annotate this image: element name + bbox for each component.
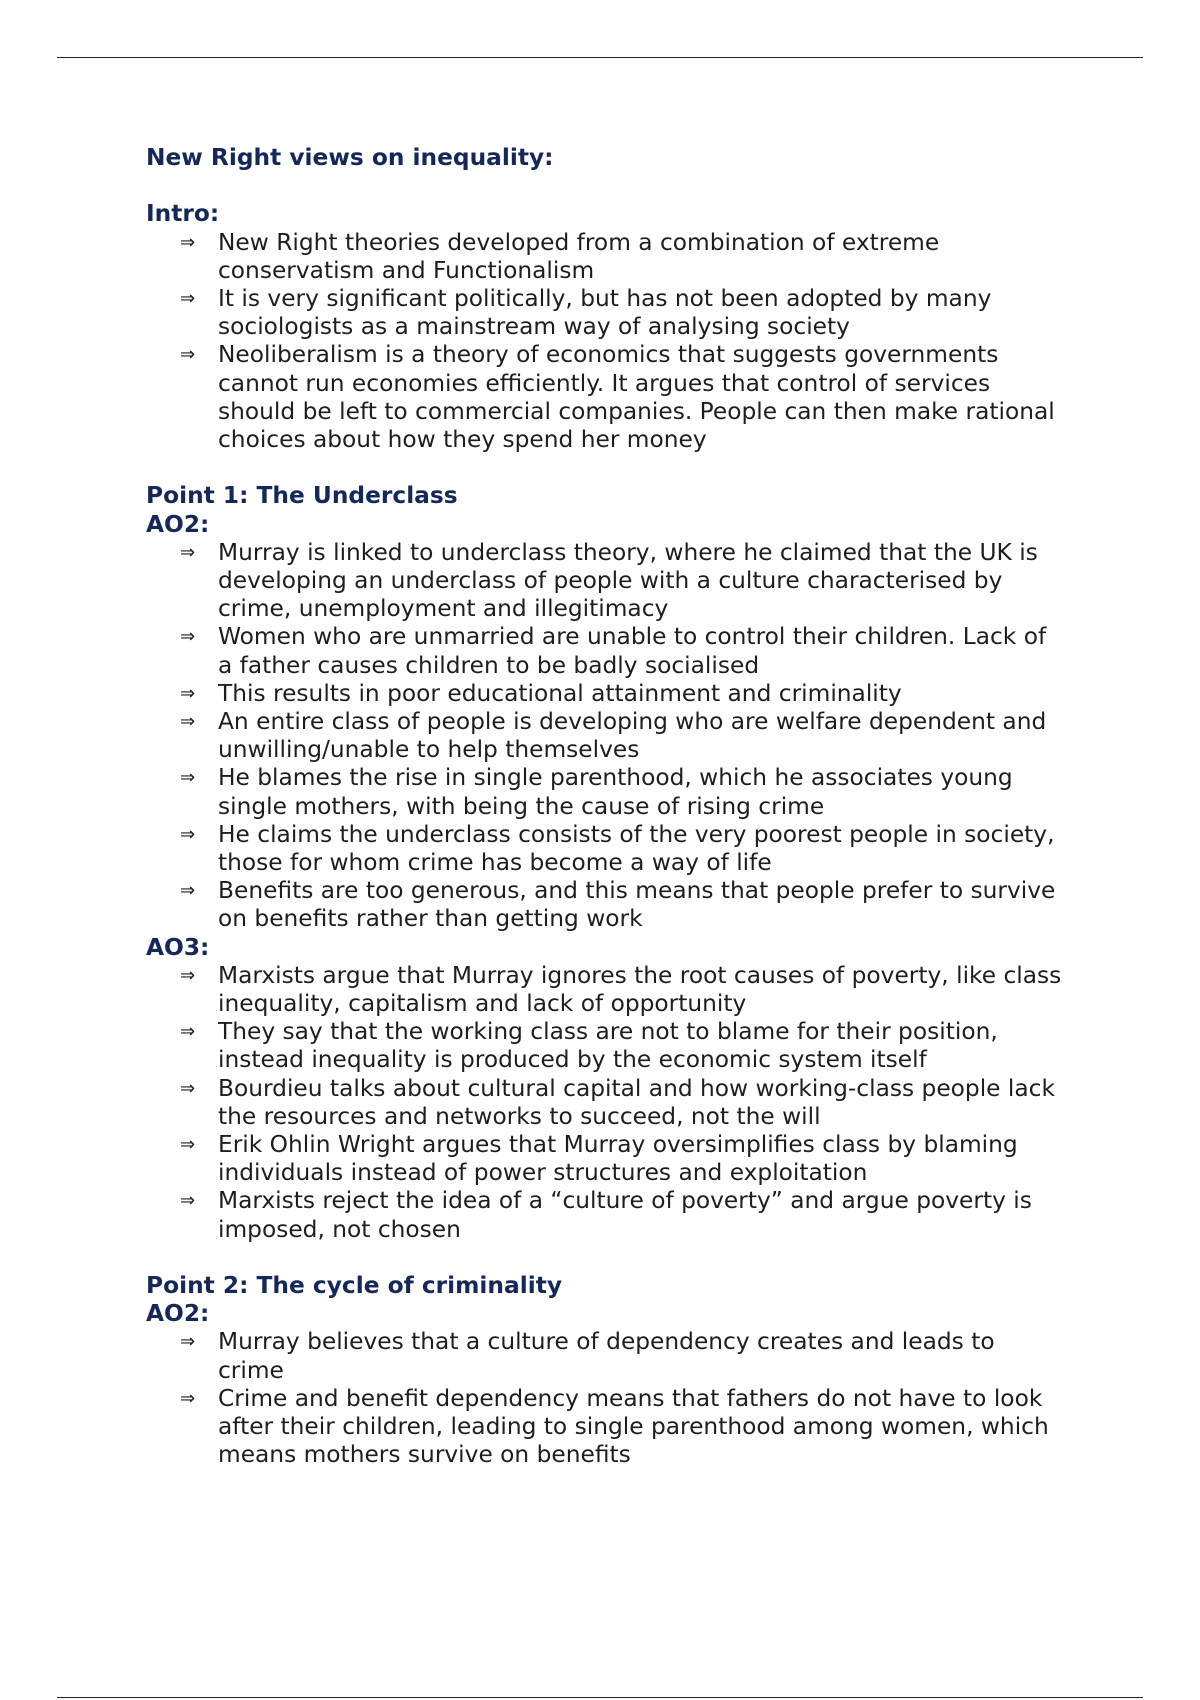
- arrow-bullet-icon: ⇒: [180, 767, 196, 789]
- arrow-bullet-icon: ⇒: [180, 1077, 196, 1099]
- bullet-text: Erik Ohlin Wright argues that Murray oversimplifies class by blaming individuals instead of power structures and exploitation: [218, 1131, 1018, 1187]
- list-item: [146, 877, 1066, 933]
- bullet-text: This results in poor educational attainment and criminality: [218, 679, 902, 707]
- point2-ao2-bullet-list: [146, 1328, 1066, 1469]
- arrow-bullet-icon: ⇒: [180, 288, 196, 309]
- bullet-text: Crime and benefit dependency means that fathers do not have to look after their children, leading to single parenthood among women, which means mothers survive on benefits: [218, 1384, 1049, 1469]
- list-item: [146, 1075, 1066, 1131]
- document-title: New Right views on inequality:: [146, 144, 554, 171]
- arrow-bullet-icon: ⇒: [180, 1387, 196, 1409]
- list-item: [146, 962, 1066, 1018]
- arrow-bullet-icon: ⇒: [180, 231, 196, 253]
- point1-ao2-label: AO2:: [146, 510, 210, 538]
- intro-heading: Intro:: [146, 200, 220, 228]
- bullet-text: It is very significant politically, but has not been adopted by many sociologists as a mainstream way of analysing society: [218, 285, 992, 341]
- bullet-text: Benefits are too generous, and this means that people prefer to survive on benefits rather than getting work: [218, 877, 1056, 933]
- arrow-bullet-icon: ⇒: [180, 626, 196, 648]
- list-item: [146, 341, 1066, 454]
- list-item: [146, 285, 1066, 341]
- bullet-text: Murray is linked to underclass theory, where he claimed that the UK is developing an underclass of people with a culture characterised by crime, unemployment and illegitimacy: [218, 538, 1038, 623]
- point2-ao2-label: AO2:: [146, 1300, 210, 1328]
- arrow-bullet-icon: ⇒: [180, 1134, 196, 1156]
- arrow-bullet-icon: ⇒: [180, 344, 196, 366]
- spacer: [146, 454, 1066, 482]
- bullet-text: They say that the working class are not to blame for their position, instead inequality is produced by the economic system itself: [218, 1018, 998, 1074]
- bullet-text: Women who are unmarried are unable to control their children. Lack of a father causes children to be badly socialised: [218, 623, 1047, 679]
- bullet-text: Bourdieu talks about cultural capital and how working-class people lack the resources and networks to succeed, not the will: [218, 1074, 1055, 1130]
- bullet-text: An entire class of people is developing who are welfare dependent and unwilling/unable to help themselves: [218, 708, 1047, 764]
- spacer: [146, 172, 1066, 200]
- bullet-text: He claims the underclass consists of the very poorest people in society, those for whom crime has become a way of life: [218, 820, 1055, 877]
- arrow-bullet-icon: ⇒: [180, 880, 196, 902]
- bullet-text: Marxists argue that Murray ignores the root causes of poverty, like class inequality, capitalism and lack of opportunity: [218, 961, 1062, 1018]
- bullet-text: Murray believes that a culture of dependency creates and leads to crime: [218, 1328, 995, 1384]
- document-body: [146, 144, 1066, 1470]
- list-item: [146, 821, 1066, 877]
- spacer: [146, 1244, 1066, 1272]
- point1-ao2-bullet-list: [146, 539, 1066, 934]
- list-item: [146, 229, 1066, 285]
- bullet-text: Marxists reject the idea of a “culture of poverty” and argue poverty is imposed, not chosen: [218, 1187, 1032, 1243]
- list-item: [146, 708, 1066, 764]
- list-item: [146, 1385, 1066, 1470]
- arrow-bullet-icon: ⇒: [180, 541, 196, 563]
- point2-heading: Point 2: The cycle of criminality: [146, 1272, 563, 1300]
- point1-ao3-bullet-list: [146, 962, 1066, 1244]
- list-item: [146, 680, 1066, 708]
- intro-bullet-list: [146, 229, 1066, 455]
- arrow-bullet-icon: ⇒: [180, 682, 196, 704]
- bullet-text: Neoliberalism is a theory of economics that suggests governments cannot run economies efficiently. It argues that control of services should be left to commercial companies. People can then make rational choices about how they spend her money: [218, 341, 1055, 454]
- list-item: [146, 1018, 1066, 1074]
- arrow-bullet-icon: ⇒: [180, 711, 196, 733]
- bullet-text: He blames the rise in single parenthood, which he associates young single mothers, with being the cause of rising crime: [218, 764, 1013, 820]
- list-item: [146, 539, 1066, 624]
- footer-rule: [57, 1697, 1143, 1698]
- arrow-bullet-icon: ⇒: [180, 964, 196, 986]
- list-item: [146, 1131, 1066, 1187]
- list-item: [146, 764, 1066, 820]
- header-rule: [57, 57, 1143, 58]
- bullet-text: New Right theories developed from a combination of extreme conservatism and Functionalism: [218, 228, 940, 284]
- arrow-bullet-icon: ⇒: [180, 1021, 196, 1043]
- arrow-bullet-icon: ⇒: [180, 823, 196, 845]
- arrow-bullet-icon: ⇒: [180, 1331, 196, 1353]
- point1-ao3-label: AO3:: [146, 933, 210, 961]
- list-item: [146, 623, 1066, 679]
- list-item: [146, 1328, 1066, 1384]
- arrow-bullet-icon: ⇒: [180, 1190, 196, 1212]
- point1-heading: Point 1: The Underclass: [146, 482, 458, 510]
- list-item: [146, 1187, 1066, 1243]
